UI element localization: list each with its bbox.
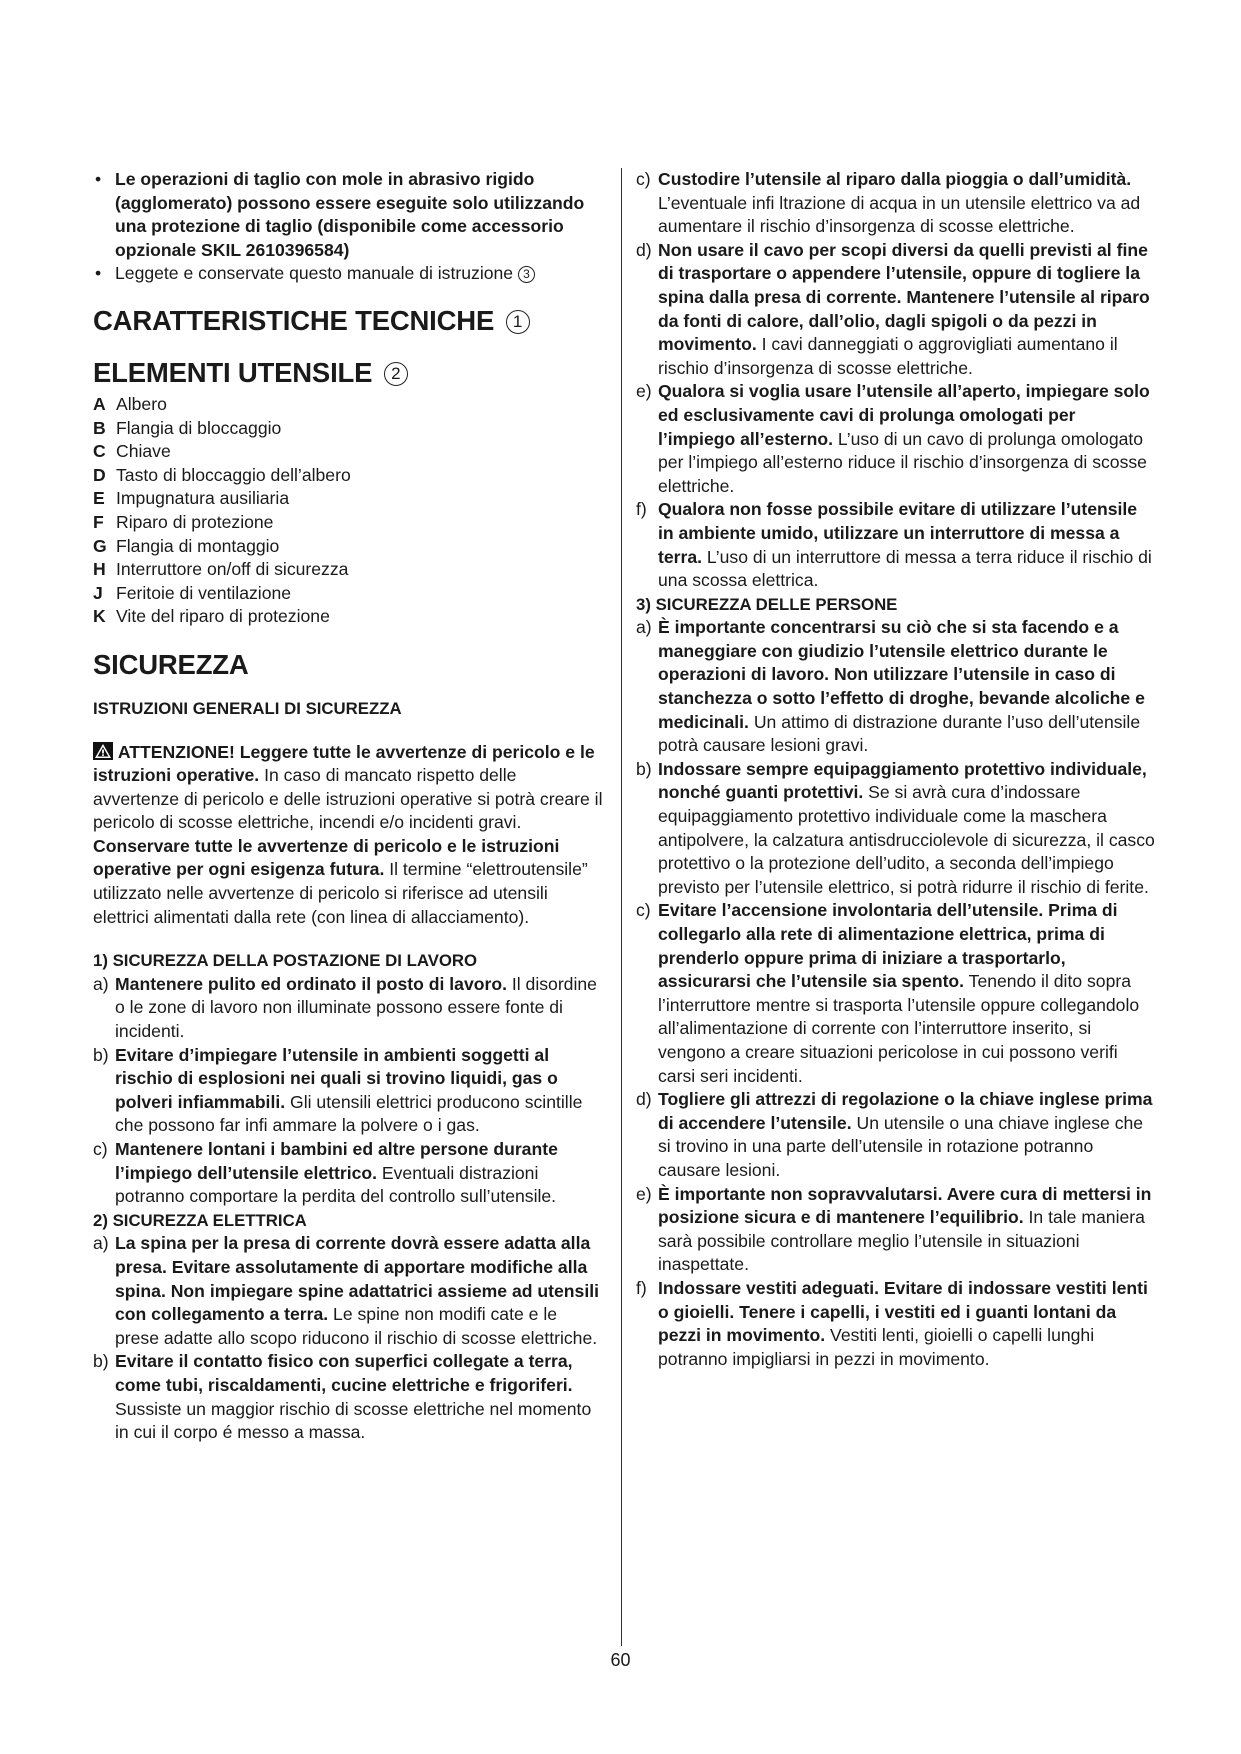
list-item bbox=[93, 535, 605, 559]
section-3-title: 3) SICUREZZA DELLE PERSONE bbox=[636, 594, 898, 614]
warning-bold-1: ATTENZIONE! Leggere tutte le avvertenze di pericolo e le istruzioni operative. bbox=[93, 741, 595, 786]
item-label: d) bbox=[636, 239, 652, 260]
item-bold: Evitare il contatto fisico con superfici collegate a terra, come tubi, riscaldamenti, cucine elettriche e frigoriferi. bbox=[115, 1351, 573, 1395]
heading-general-safety: ISTRUZIONI GENERALI DI SICUREZZA bbox=[93, 698, 402, 718]
part-label: Flangia di bloccaggio bbox=[116, 417, 282, 438]
item-label: a) bbox=[636, 617, 652, 638]
item-text: Un attimo di distrazione durante l’uso dell’utensile potrà causare lesioni gravi. bbox=[658, 711, 1141, 756]
warning-bold-2: Conservare tutte le avvertenze di pericolo e le istruzioni operative per ogni esigenza futura. bbox=[93, 835, 560, 880]
list-item bbox=[93, 440, 605, 464]
part-label: Riparo di protezione bbox=[116, 511, 274, 532]
right-column bbox=[636, 168, 1156, 1371]
list-item bbox=[636, 1183, 1156, 1277]
list-item bbox=[636, 616, 1156, 758]
part-letter: J bbox=[93, 582, 103, 603]
item-bold: È importante non sopravvalutarsi. Avere cura di mettersi in posizione sicura e di mantenere l’equilibrio. bbox=[658, 1183, 1152, 1228]
list-item bbox=[93, 1138, 605, 1209]
item-bold: Evitare l’accensione involontaria dell’utensile. Prima di collegarlo alla rete di alimentazione elettrica, prima di prenderlo oppure prima di iniziare a trasportarlo, assicurarsi che l’utensile sia spento. bbox=[658, 900, 1118, 992]
part-letter: F bbox=[93, 511, 104, 532]
list-item bbox=[636, 168, 1156, 239]
item-bold: Evitare d’impiegare l’utensile in ambienti soggetti al rischio di esplosioni nei quali si trovino liquidi, gas o polveri infiammabili. bbox=[115, 1044, 558, 1112]
item-bold: Qualora si voglia usare l’utensile all’aperto, impiegare solo ed esclusivamente cavi di prolunga omologati per l’impiego all’esterno. bbox=[658, 381, 1150, 449]
intro-bullet bbox=[93, 262, 605, 286]
heading-elements-text: ELEMENTI UTENSILE bbox=[93, 356, 373, 388]
item-bold: È importante concentrarsi su ciò che si sta facendo e a maneggiare con giudizio l’utensile elettrico durante le operazioni di lavoro. Non utilizzare l’utensile in caso di stanchezza o sotto l’effetto di droghe, bevande alcoliche e medicinali. bbox=[658, 617, 1145, 732]
page-number: 60 bbox=[610, 1650, 631, 1670]
part-letter: D bbox=[93, 464, 106, 485]
heading-technical bbox=[93, 305, 605, 337]
item-text: I cavi danneggiati o aggrovigliati aumentano il rischio d’insorgenza di scosse elettriche. bbox=[658, 334, 1118, 378]
warning-text-2: Il termine “elettroutensile” utilizzato nelle avvertenze di pericolo si riferisce ad utensili elettrici alimentati dalla rete (con linea di allacciamento). bbox=[93, 859, 588, 927]
list-item bbox=[93, 511, 605, 535]
warning-icon bbox=[93, 742, 113, 760]
item-text: L’uso di un interruttore di messa a terra riduce il rischio di una scossa elettrica. bbox=[658, 546, 1152, 591]
list-item bbox=[93, 417, 605, 441]
part-label: Tasto di bloccaggio dell’albero bbox=[116, 464, 351, 485]
item-bold: Mantenere pulito ed ordinato il posto di lavoro. bbox=[115, 973, 507, 994]
part-label: Interruttore on/off di sicurezza bbox=[116, 559, 349, 580]
list-item bbox=[93, 487, 605, 511]
item-bold: Mantenere lontani i bambini ed altre persone durante l’impiego dell’utensile elettrico. bbox=[115, 1139, 558, 1183]
item-label: c) bbox=[636, 900, 651, 921]
warning-paragraph bbox=[93, 741, 605, 930]
heading-elements bbox=[93, 357, 605, 389]
item-bold: La spina per la presa di corrente dovrà essere adatta alla presa. Evitare assolutamente di apportare modifiche alla spina. Non impiegare spine adattatrici assieme ad utensili con collegamento a terra. bbox=[115, 1233, 599, 1325]
list-item bbox=[93, 1350, 605, 1444]
item-label: c) bbox=[93, 1139, 108, 1159]
part-label: Chiave bbox=[116, 441, 171, 462]
item-bold: Indossare vestiti adeguati. Evitare di indossare vestiti lenti o gioielli. Tenere i capelli, i vestiti ed i guanti lontani da pezzi in movimento. bbox=[658, 1277, 1148, 1346]
item-label: e) bbox=[636, 381, 652, 402]
item-label: e) bbox=[636, 1183, 652, 1204]
parts-list bbox=[93, 393, 605, 629]
part-letter: E bbox=[93, 488, 105, 509]
part-letter: K bbox=[93, 606, 106, 627]
intro-bullet-text: Leggete e conservate questo manuale di istruzione bbox=[115, 263, 514, 284]
item-bold: Qualora non fosse possibile evitare di utilizzare l’utensile in ambiente umido, utilizzare un interruttore di messa a terra. bbox=[658, 499, 1138, 567]
list-item bbox=[93, 1044, 605, 1138]
item-bold: Indossare sempre equipaggiamento protettivo individuale, nonché guanti protettivi. bbox=[658, 758, 1147, 803]
column-divider bbox=[621, 168, 622, 1646]
intro-bullet bbox=[93, 168, 605, 262]
item-text: Se si avrà cura d’indossare equipaggiamento protettivo individuale come la maschera antipolvere, la calzatura antisdrucciolevole di sicurezza, il casco protettivo o la protezione dell’udito, a seconda dell’impiego previsto per l’utensile elettrico, si potrà ridurre il rischio di ferite. bbox=[658, 782, 1155, 897]
part-letter: B bbox=[93, 417, 106, 438]
left-column bbox=[93, 168, 605, 1445]
part-letter: A bbox=[93, 393, 106, 414]
item-text: L’eventuale infi ltrazione di acqua in un utensile elettrico va ad aumentare il rischio d’insorgenza di scosse elettriche. bbox=[658, 192, 1141, 237]
part-letter: H bbox=[93, 559, 106, 580]
list-item bbox=[93, 393, 605, 417]
list-item bbox=[93, 605, 605, 629]
list-item bbox=[636, 239, 1156, 381]
item-label: c) bbox=[636, 169, 651, 189]
item-text: Gli utensili elettrici producono scintille che possono far infi ammare la polvere o i gas. bbox=[115, 1091, 583, 1136]
item-label: a) bbox=[93, 1233, 109, 1254]
item-text: L’uso di un cavo di prolunga omologato per l’impiego all’esterno riduce il rischio d’insorgenza di scosse elettriche. bbox=[658, 428, 1147, 496]
part-label: Vite del riparo di protezione bbox=[116, 606, 330, 627]
item-label: a) bbox=[93, 973, 109, 994]
part-label: Albero bbox=[116, 393, 167, 414]
item-text: Eventuali distrazioni potranno comportare la perdita del controllo sull’utensile. bbox=[115, 1162, 557, 1207]
part-letter: C bbox=[93, 441, 106, 462]
part-label: Impugnatura ausiliaria bbox=[116, 488, 290, 509]
figure-ref: 1 bbox=[506, 310, 530, 334]
item-text: Sussiste un maggior rischio di scosse elettriche nel momento in cui il corpo é messo a massa. bbox=[115, 1398, 592, 1443]
item-text: Vestiti lenti, gioielli o capelli lunghi potranno impigliarsi in pezzi in movimento. bbox=[658, 1325, 1095, 1369]
item-label: b) bbox=[93, 1351, 109, 1372]
list-item bbox=[93, 973, 605, 1044]
item-text: Il disordine o le zone di lavoro non illuminate possono essere fonte di incidenti. bbox=[115, 973, 597, 1042]
part-label: Flangia di montaggio bbox=[116, 535, 280, 556]
list-item bbox=[93, 582, 605, 606]
item-text: Tenendo il dito sopra l’interruttore mentre si trasporta l’utensile oppure collegandolo all’alimentazione di corrente con l’interruttore inserito, si vengono a creare situazioni pericolose in cui possono verifi carsi seri incidenti. bbox=[658, 971, 1140, 1086]
list-item bbox=[636, 1277, 1156, 1371]
heading-technical-text: CARATTERISTICHE TECNICHE bbox=[93, 304, 495, 336]
item-label: d) bbox=[636, 1089, 652, 1110]
list-item bbox=[636, 1088, 1156, 1182]
item-bold: Togliere gli attrezzi di regolazione o la chiave inglese prima di accendere l’utensile. bbox=[658, 1089, 1153, 1133]
item-text: Un utensile o una chiave inglese che si trovino in una parte dell’utensile in rotazione potranno causare lesioni. bbox=[658, 1112, 1144, 1180]
section-2-title: 2) SICUREZZA ELETTRICA bbox=[93, 1210, 307, 1230]
list-item bbox=[93, 464, 605, 488]
part-label: Feritoie di ventilazione bbox=[116, 582, 292, 603]
part-letter: G bbox=[93, 535, 107, 556]
item-label: b) bbox=[636, 758, 652, 779]
item-bold: Non usare il cavo per scopi diversi da quelli previsti al fine di trasportare o appendere l’utensile, oppure di togliere la spina dalla presa di corrente. Mantenere l’utensile al riparo da fonti di calore, dall’olio, dagli spigoli o da pezzi in movimento. bbox=[658, 239, 1150, 355]
item-text: Le spine non modifi cate e le prese adatte allo scopo riducono il rischio di scosse elettriche. bbox=[115, 1304, 598, 1348]
list-item bbox=[636, 758, 1156, 900]
list-item bbox=[93, 1232, 605, 1350]
item-label: f) bbox=[636, 1277, 647, 1298]
item-bold: Custodire l’utensile al riparo dalla pioggia o dall’umidità. bbox=[658, 169, 1132, 189]
item-text: In tale maniera sarà possibile controllare meglio l’utensile in situazioni inaspettate. bbox=[658, 1207, 1145, 1275]
intro-bullet-bold: Le operazioni di taglio con mole in abrasivo rigido (agglomerato) possono essere eseguite solo utilizzando una protezione di taglio (disponibile come accessorio opzionale SKIL 2610396584) bbox=[115, 169, 585, 260]
list-item bbox=[636, 498, 1156, 592]
figure-ref: 3 bbox=[518, 266, 535, 283]
section-1-title: 1) SICUREZZA DELLA POSTAZIONE DI LAVORO bbox=[93, 951, 478, 971]
item-label: b) bbox=[93, 1044, 109, 1065]
warning-text-1: In caso di mancato rispetto delle avvertenze di pericolo e delle istruzioni operative si potrà creare il pericolo di scosse elettriche, incendi e/o incidenti gravi. bbox=[93, 765, 603, 833]
list-item bbox=[636, 380, 1156, 498]
item-label: f) bbox=[636, 499, 647, 520]
list-item bbox=[93, 558, 605, 582]
heading-safety: SICUREZZA bbox=[93, 648, 249, 680]
figure-ref: 2 bbox=[384, 362, 408, 386]
list-item bbox=[636, 899, 1156, 1088]
